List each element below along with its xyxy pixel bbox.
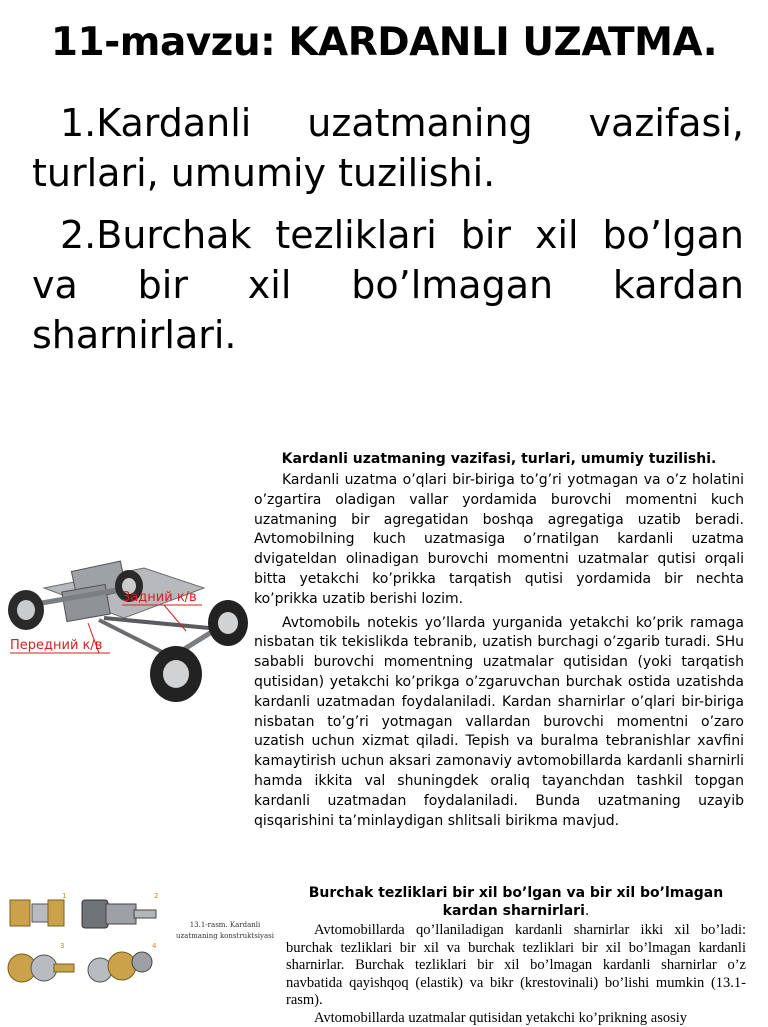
label-front-axle: Передний к/в [10,638,102,653]
figure-caption: 13.1-rasm. Kardanli uzatmaning konstruktsiyasi [172,920,278,942]
topic-1: 1.Kardanli uzatmaning vazifasi, turlari, umumiy tuzilishi. [32,98,744,198]
joint-3 [8,942,74,982]
section-joints-heading-text: Burchak tezliklari bir xil bo’lgan va bir xil bo’lmagan kardan sharnirlari [309,885,723,919]
section-joints-heading [286,884,746,920]
page-title: 11-mavzu: KARDANLI UZATMA. [0,20,768,65]
section-joints-paragraph-2: Avtomobillarda uzatmalar qutisidan yetakchi ko’prikning asosiy [286,1010,746,1027]
joint-2 [82,892,158,928]
section-purpose-paragraph-1: Kardanli uzatma o’qlari bir-biriga to’g’ri yotmagan va o’z holatini o’zgartira oladigan vallar yordamida burovchi momentni kuch uzatmaning bir agregatidan boshqa agregatiga uzatib beradi. Avtomobilning kuch uzatmasiga o’rnatilgan kardanli uzatma dvigateldan olinadigan burovchi momentni uzatmalar qutisi orqali bitta yetakchi ko’prikka tarqatish qutisi yordamida bir nechta ko’prikka uzatib berishi lozim. [254,471,744,610]
wheel-rear-right [208,600,248,646]
section-joints [286,884,746,1027]
rear-shaft [104,618,209,628]
section-joints-heading-period: . [585,903,589,919]
section-joints-paragraph-1: Avtomobillarda qo’llaniladigan kardanli sharnirlar ikki xil bo’ladi: burchak tezliklari bir xil va burchak tezliklari bir xil bo’lmagan kardanli sharnirlar. Burchak tezliklari bir xil bo’lmagan kardanli sharnirlar o’z navbatida qayishqoq (elastik) va bikr (krestovinali) bo’lishi mumkin (13.1-rasm). [286,922,746,1010]
section-purpose [254,450,744,835]
svg-text:4: 4 [152,942,157,950]
wheel-rear-left [150,646,202,702]
wheel-front-left [8,590,44,630]
section-purpose-heading: Kardanli uzatmaning vazifasi, turlari, umumiy tuzilishi. [254,450,744,468]
topic-2: 2.Burchak tezliklari bir xil bo’lgan va bir xil bo’lmagan kardan sharnirlari. [32,210,744,360]
label-rear-axle: Задний к/в [122,590,197,605]
joint-1 [10,892,66,926]
svg-text:2: 2 [154,892,158,900]
svg-text:3: 3 [60,942,64,950]
svg-text:1: 1 [62,892,66,900]
joint-4 [88,942,157,982]
drivetrain-illustration [4,548,250,708]
section-purpose-paragraph-2: Avtomobilь notekis yo’llarda yurganida yetakchi ko’prik ramaga nisbatan tik tekislikda tebranib, uzatish burchagi o’zgarib turadi. SHu sababli burovchi momentning uzatmalar qutisidan (yoki tarqatish qutisidan) yetakchi ko’prikga o’zgaruvchan burchak ostida uzatishda kardanli uzatmadan foydalaniladi. Kardan sharnirlar o’qlari bir-biriga nisbatan to’g’ri yotmagan vallardan burovchi momentni o’zaro uzatish uchun xizmat qiladi. Tepish va buralma tebranishlar xavfini kamaytirish uchun aksari zamonaviy avtomobillarda kardanli sharnirli hamda ikkita val shuningdek oraliq tayanchdan tashkil topgan kardanli uzatmadan foydalaniladi. Bunda uzatmaning uzayib qisqarishini ta’minlaydigan shlitsali birikma mavjud. [254,614,744,832]
